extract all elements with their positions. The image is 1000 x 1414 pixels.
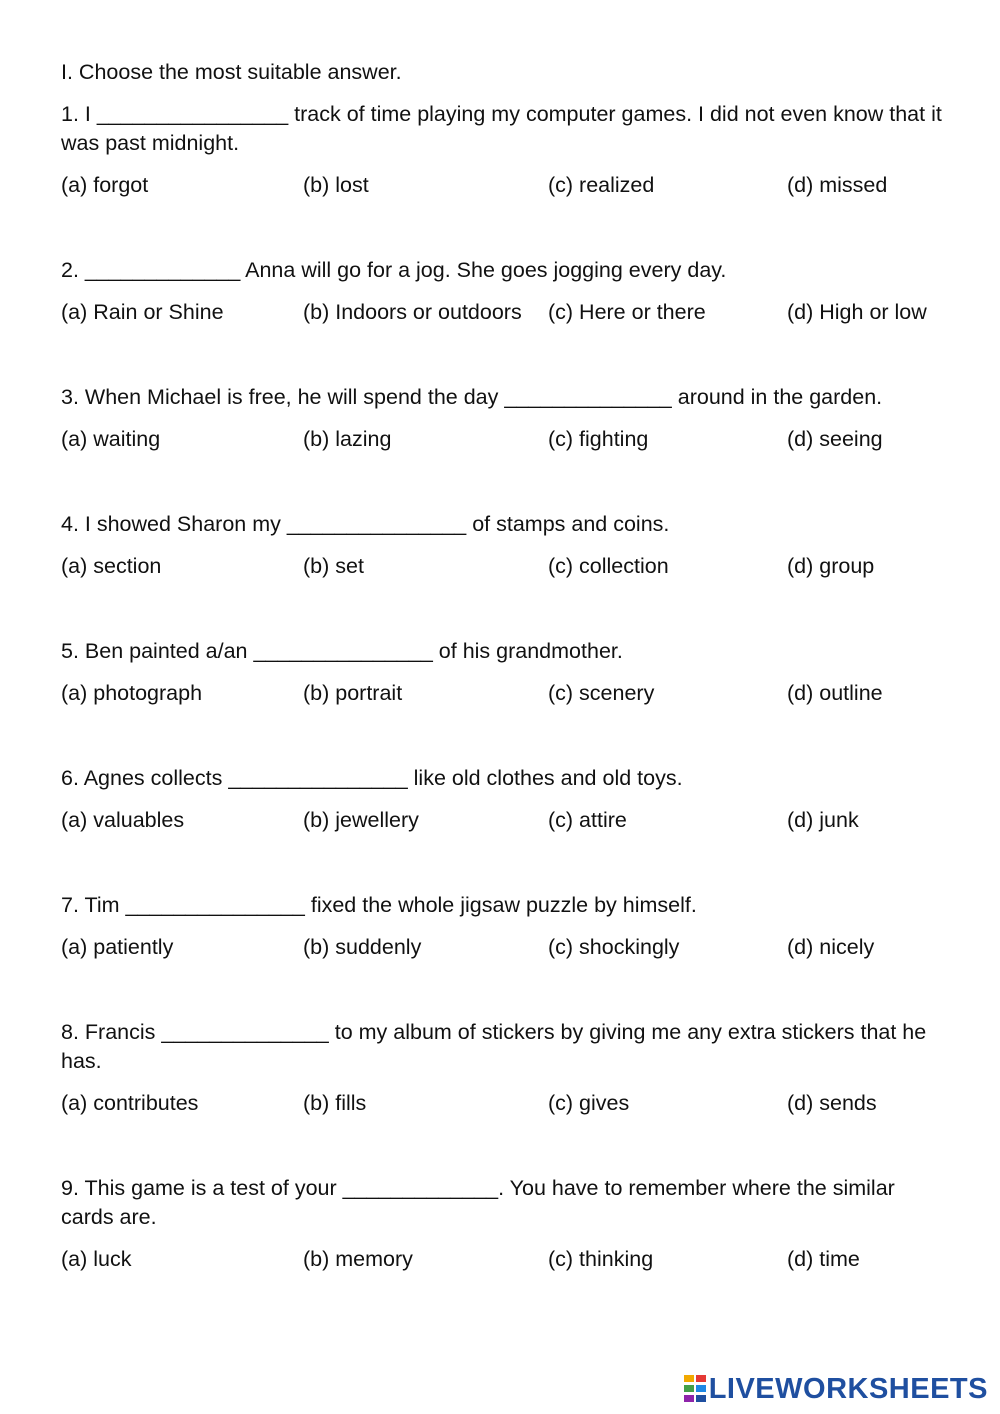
question-text: 7. Tim _______________ fixed the whole jigsaw puzzle by himself. <box>61 893 697 917</box>
answer-option-b[interactable]: (b) suddenly <box>303 935 422 959</box>
question-text: 3. When Michael is free, he will spend the day ______________ around in the garden. <box>61 385 883 409</box>
footer <box>684 1372 988 1406</box>
answer-option-b[interactable]: (b) lazing <box>303 427 392 451</box>
answer-options <box>61 679 951 708</box>
answer-options <box>61 425 951 454</box>
answer-option-a[interactable]: (a) luck <box>61 1247 132 1271</box>
answer-option-d[interactable]: (d) junk <box>787 808 859 832</box>
worksheet-heading: I. Choose the most suitable answer. <box>61 60 402 84</box>
answer-option-c[interactable]: (c) attire <box>548 808 627 832</box>
liveworksheets-logo-icon <box>684 1375 706 1403</box>
answer-option-c[interactable]: (c) realized <box>548 173 655 197</box>
answer-option-a[interactable]: (a) contributes <box>61 1091 199 1115</box>
answer-options <box>61 933 951 962</box>
answer-option-c[interactable]: (c) Here or there <box>548 300 706 324</box>
brand-name[interactable]: LIVEWORKSHEETS <box>708 1372 988 1405</box>
question-1 <box>61 100 951 200</box>
answer-option-c[interactable]: (c) shockingly <box>548 935 680 959</box>
answer-option-d[interactable]: (d) group <box>787 554 875 578</box>
answer-options <box>61 171 951 200</box>
answer-option-a[interactable]: (a) section <box>61 554 162 578</box>
question-text: 2. _____________ Anna will go for a jog. She goes jogging every day. <box>61 258 727 282</box>
answer-options <box>61 1089 951 1118</box>
answer-option-b[interactable]: (b) portrait <box>303 681 403 705</box>
answer-option-b[interactable]: (b) fills <box>303 1091 367 1115</box>
answer-options <box>61 1245 951 1274</box>
answer-option-d[interactable]: (d) High or low <box>787 300 927 324</box>
answer-option-d[interactable]: (d) time <box>787 1247 860 1271</box>
answer-option-d[interactable]: (d) nicely <box>787 935 875 959</box>
answer-option-d[interactable]: (d) seeing <box>787 427 883 451</box>
question-5 <box>61 637 951 708</box>
answer-option-b[interactable]: (b) set <box>303 554 364 578</box>
question-text: 4. I showed Sharon my _______________ of stamps and coins. <box>61 512 670 536</box>
answer-option-b[interactable]: (b) Indoors or outdoors <box>303 300 522 324</box>
answer-options <box>61 552 951 581</box>
answer-option-d[interactable]: (d) missed <box>787 173 888 197</box>
answer-option-a[interactable]: (a) valuables <box>61 808 185 832</box>
answer-option-c[interactable]: (c) collection <box>548 554 669 578</box>
answer-option-a[interactable]: (a) Rain or Shine <box>61 300 224 324</box>
question-text: 8. Francis ______________ to my album of stickers by giving me any extra stickers that he has. <box>61 1020 927 1073</box>
answer-option-b[interactable]: (b) jewellery <box>303 808 419 832</box>
question-text: 6. Agnes collects _______________ like old clothes and old toys. <box>61 766 683 790</box>
question-list <box>61 100 951 1274</box>
answer-option-a[interactable]: (a) photograph <box>61 681 203 705</box>
answer-option-a[interactable]: (a) patiently <box>61 935 174 959</box>
answer-options <box>61 298 951 327</box>
answer-option-c[interactable]: (c) scenery <box>548 681 655 705</box>
answer-option-b[interactable]: (b) lost <box>303 173 369 197</box>
question-9 <box>61 1174 951 1274</box>
answer-option-d[interactable]: (d) outline <box>787 681 883 705</box>
answer-option-b[interactable]: (b) memory <box>303 1247 413 1271</box>
question-4 <box>61 510 951 581</box>
question-6 <box>61 764 951 835</box>
question-text: 1. I ________________ track of time playing my computer games. I did not even know that it was past midnight. <box>61 102 942 155</box>
answer-option-d[interactable]: (d) sends <box>787 1091 877 1115</box>
question-7 <box>61 891 951 962</box>
question-text: 5. Ben painted a/an _______________ of his grandmother. <box>61 639 623 663</box>
answer-option-a[interactable]: (a) waiting <box>61 427 161 451</box>
question-2 <box>61 256 951 327</box>
question-text: 9. This game is a test of your _____________. You have to remember where the similar cards are. <box>61 1176 895 1229</box>
worksheet <box>61 58 951 1330</box>
answer-option-c[interactable]: (c) gives <box>548 1091 630 1115</box>
question-3 <box>61 383 951 454</box>
answer-option-c[interactable]: (c) fighting <box>548 427 649 451</box>
answer-option-a[interactable]: (a) forgot <box>61 173 149 197</box>
answer-option-c[interactable]: (c) thinking <box>548 1247 654 1271</box>
answer-options <box>61 806 951 835</box>
question-8 <box>61 1018 951 1118</box>
